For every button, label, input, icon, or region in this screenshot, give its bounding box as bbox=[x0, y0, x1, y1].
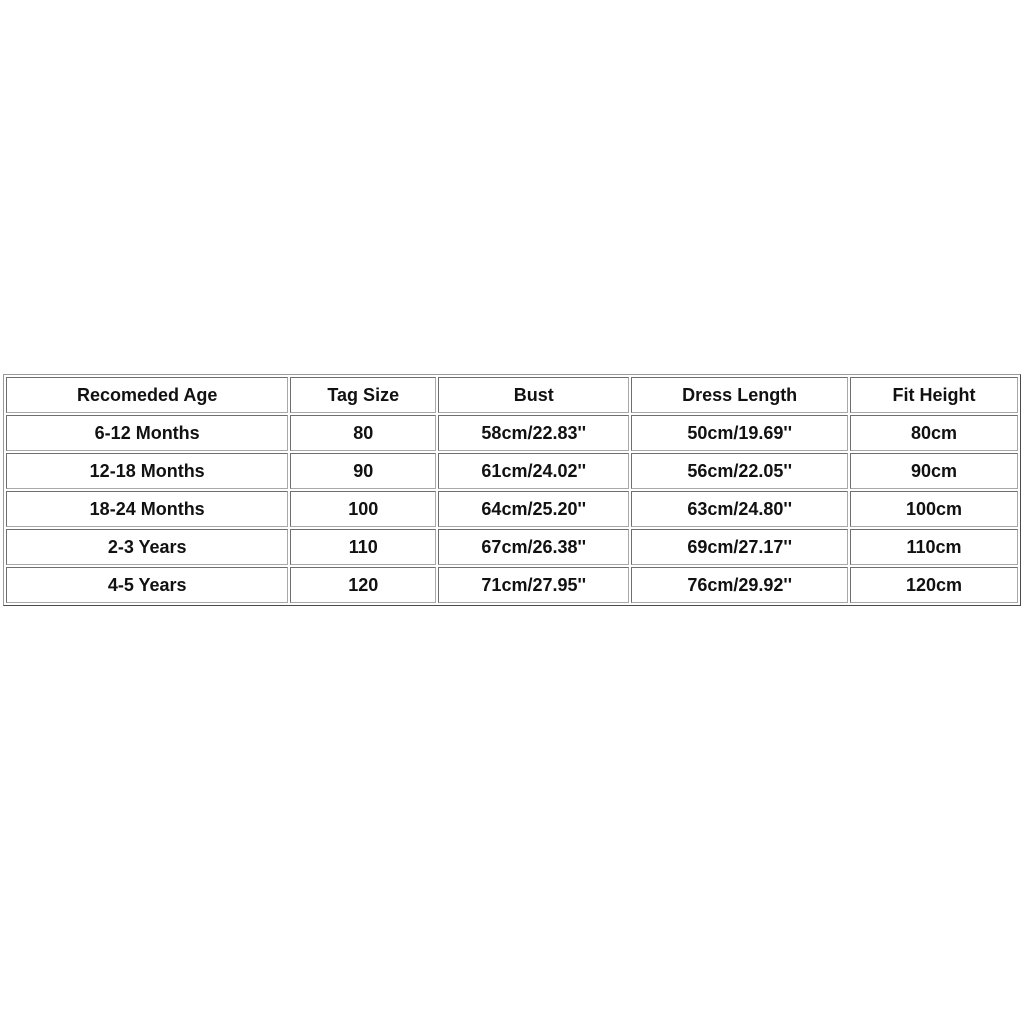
cell-dress-length: 50cm/19.69'' bbox=[631, 415, 848, 451]
cell-dress-length: 56cm/22.05'' bbox=[631, 453, 848, 489]
cell-dress-length: 76cm/29.92'' bbox=[631, 567, 848, 603]
cell-age: 18-24 Months bbox=[6, 491, 288, 527]
header-tag-size: Tag Size bbox=[290, 377, 436, 413]
cell-bust: 58cm/22.83'' bbox=[438, 415, 629, 451]
cell-fit-height: 80cm bbox=[850, 415, 1018, 451]
cell-tag-size: 100 bbox=[290, 491, 436, 527]
cell-bust: 71cm/27.95'' bbox=[438, 567, 629, 603]
cell-dress-length: 63cm/24.80'' bbox=[631, 491, 848, 527]
cell-bust: 61cm/24.02'' bbox=[438, 453, 629, 489]
cell-fit-height: 120cm bbox=[850, 567, 1018, 603]
table-row bbox=[6, 415, 1018, 451]
cell-age: 6-12 Months bbox=[6, 415, 288, 451]
cell-age: 4-5 Years bbox=[6, 567, 288, 603]
cell-tag-size: 120 bbox=[290, 567, 436, 603]
cell-tag-size: 80 bbox=[290, 415, 436, 451]
cell-bust: 64cm/25.20'' bbox=[438, 491, 629, 527]
cell-fit-height: 110cm bbox=[850, 529, 1018, 565]
cell-age: 2-3 Years bbox=[6, 529, 288, 565]
header-recommended-age: Recomeded Age bbox=[6, 377, 288, 413]
cell-dress-length: 69cm/27.17'' bbox=[631, 529, 848, 565]
cell-tag-size: 110 bbox=[290, 529, 436, 565]
cell-fit-height: 100cm bbox=[850, 491, 1018, 527]
header-bust: Bust bbox=[438, 377, 629, 413]
table-row bbox=[6, 567, 1018, 603]
header-fit-height: Fit Height bbox=[850, 377, 1018, 413]
table-row bbox=[6, 491, 1018, 527]
cell-fit-height: 90cm bbox=[850, 453, 1018, 489]
table-header-row bbox=[6, 377, 1018, 413]
cell-bust: 67cm/26.38'' bbox=[438, 529, 629, 565]
size-chart-table bbox=[3, 374, 1021, 606]
cell-tag-size: 90 bbox=[290, 453, 436, 489]
cell-age: 12-18 Months bbox=[6, 453, 288, 489]
table-row bbox=[6, 453, 1018, 489]
header-dress-length: Dress Length bbox=[631, 377, 848, 413]
table-row bbox=[6, 529, 1018, 565]
